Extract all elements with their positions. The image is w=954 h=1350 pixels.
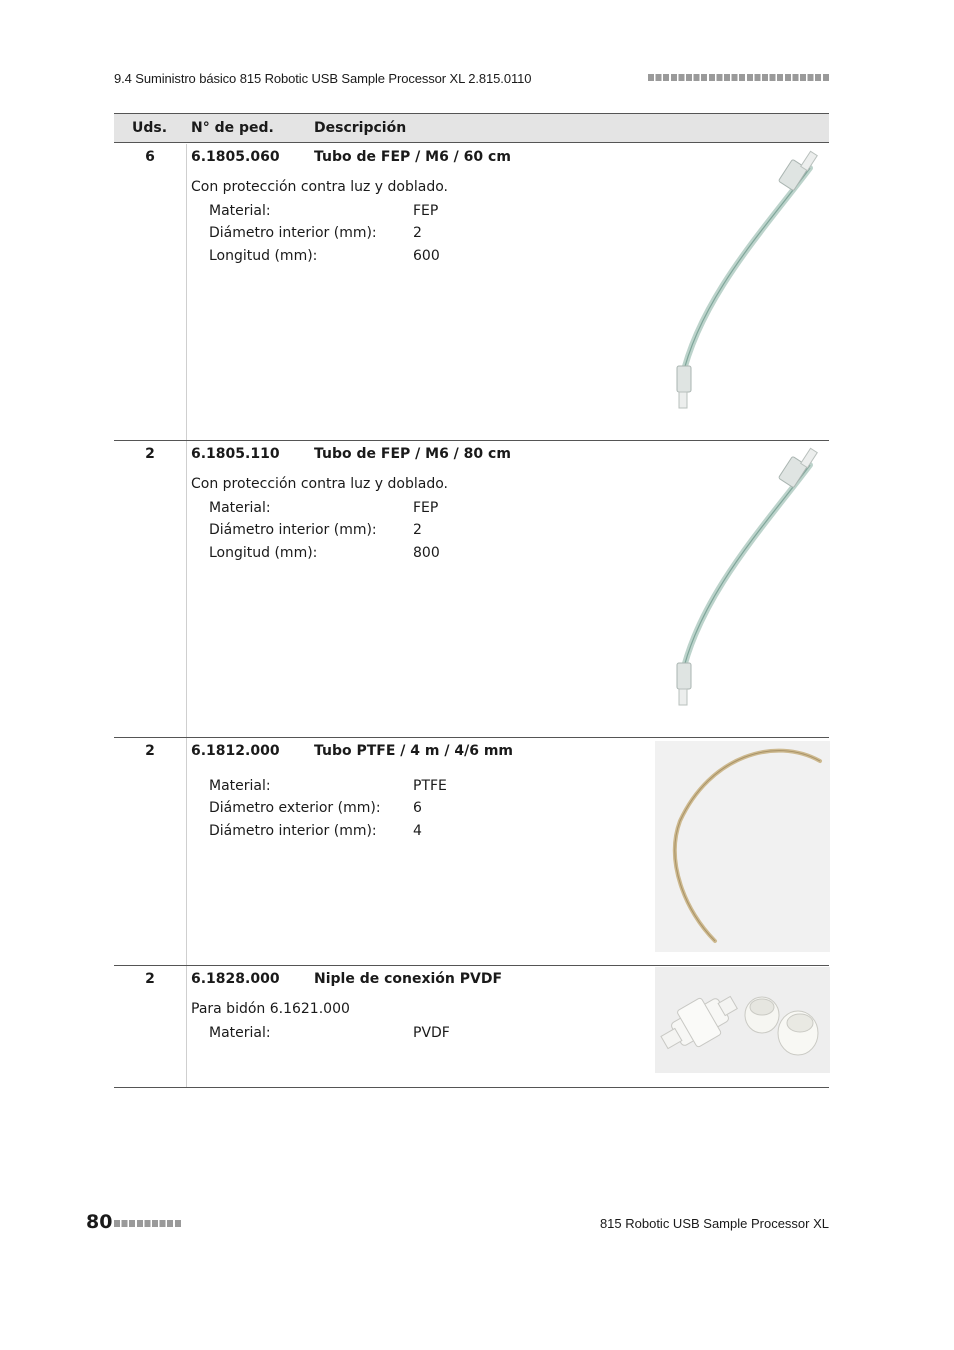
property-value: FEP [413,203,439,219]
column-divider [186,966,187,1087]
fep-tube-80cm-photo [655,445,830,710]
column-header-description: Descripción [314,120,407,136]
column-divider [186,738,187,965]
column-header-order-number: N° de ped. [191,120,274,136]
property-value: 600 [413,248,440,264]
property-label: Material: [209,203,271,219]
property-label: Material: [209,778,271,794]
property-value: PTFE [413,778,447,794]
row-order-number: 6.1828.000 [191,971,280,987]
property-label: Longitud (mm): [209,545,318,561]
row-note: Para bidón 6.1621.000 [191,1001,350,1017]
row-qty: 2 [145,446,155,462]
row-title: Tubo de FEP / M6 / 80 cm [314,446,511,462]
header-decoration [648,74,829,81]
property-label: Diámetro interior (mm): [209,225,377,241]
table-header [114,113,829,143]
column-header-qty: Uds. [132,120,168,136]
row-note: Con protección contra luz y doblado. [191,179,449,195]
row-order-number: 6.1805.110 [191,446,280,462]
row-order-number: 6.1812.000 [191,743,280,759]
property-label: Diámetro exterior (mm): [209,800,381,816]
column-divider [186,441,187,737]
row-qty: 6 [145,149,155,165]
property-value: PVDF [413,1025,450,1041]
table-bottom-border [114,1087,829,1088]
row-note: Con protección contra luz y doblado. [191,476,449,492]
property-value: 4 [413,823,422,839]
property-value: FEP [413,500,439,516]
pvdf-nipple-photo [655,967,830,1073]
ptfe-tube-photo [655,741,830,952]
row-divider [114,737,829,738]
column-divider [186,144,187,440]
footer-product-name: 815 Robotic USB Sample Processor XL [599,1216,829,1231]
row-divider [114,440,829,441]
property-label: Diámetro interior (mm): [209,522,377,538]
property-label: Longitud (mm): [209,248,318,264]
property-label: Diámetro interior (mm): [209,823,377,839]
footer-decoration [114,1220,182,1227]
property-label: Material: [209,1025,271,1041]
row-title: Tubo de FEP / M6 / 60 cm [314,149,511,165]
row-qty: 2 [145,971,155,987]
property-value: 2 [413,225,422,241]
row-qty: 2 [145,743,155,759]
fep-tube-60cm-photo [655,148,830,413]
row-title: Niple de conexión PVDF [314,971,503,987]
row-title: Tubo PTFE / 4 m / 4/6 mm [314,743,514,759]
row-divider [114,965,829,966]
row-order-number: 6.1805.060 [191,149,280,165]
running-header: 9.4 Suministro básico 815 Robotic USB Sample Processor XL 2.815.0110 [114,71,532,86]
page-number: 80 [86,1211,113,1233]
property-value: 2 [413,522,422,538]
property-label: Material: [209,500,271,516]
property-value: 800 [413,545,440,561]
property-value: 6 [413,800,422,816]
